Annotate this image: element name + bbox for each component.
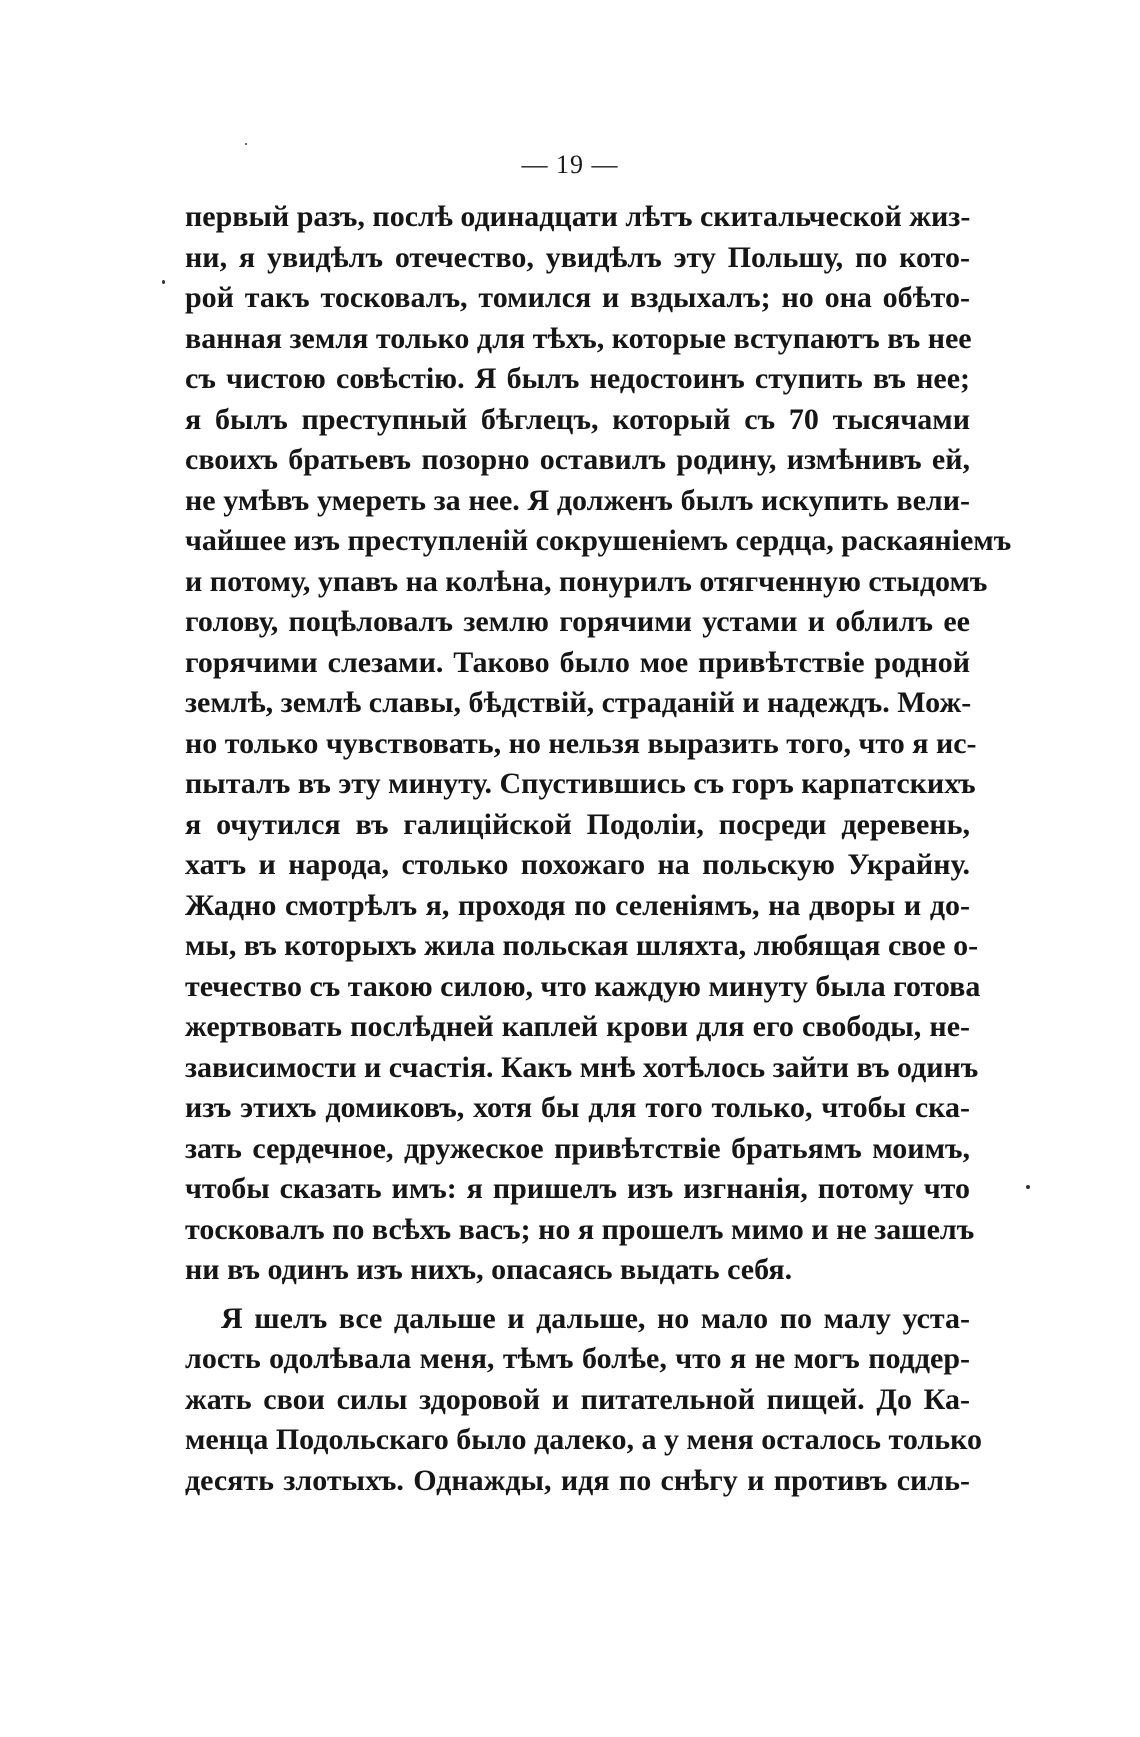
text-line: своихъ братьевъ позорно оставилъ родину, измѣнивъ ей, bbox=[185, 443, 970, 476]
text-line: ванная земля только для тѣхъ, которые вступаютъ въ нее bbox=[185, 321, 972, 355]
text-line: изъ этихъ домиковъ, хотя бы для того только, чтобы ска- bbox=[185, 1091, 970, 1124]
page-number: — 19 — bbox=[521, 150, 619, 179]
text-line: чтобы сказать имъ: я пришелъ изъ изгнанія, потому что bbox=[185, 1172, 970, 1205]
text-line: жать свои силы здоровой и питательной пищей. До Ка- bbox=[185, 1382, 970, 1416]
text-line: Я шелъ все дальше и дальше, но мало по малу уста- bbox=[221, 1301, 970, 1335]
text-line: горячими слезами. Таково было мое привѣтствіе родной bbox=[185, 645, 970, 679]
text-line: мы, въ которыхъ жила польская шляхта, любящая свое о- bbox=[185, 929, 979, 962]
text-line: землѣ, землѣ славы, бѣдствій, страданій и надеждъ. Мож- bbox=[185, 686, 972, 719]
text-line: съ чистою совѣстію. Я былъ недостоинъ ступить въ нее; bbox=[185, 362, 970, 395]
text-line: и потому, упавъ на колѣна, понурилъ отягченную стыдомъ bbox=[185, 564, 988, 598]
text-line: хатъ и народа, столько похожаго на польскую Украйну. bbox=[185, 848, 970, 881]
text-line: зать сердечное, дружеское привѣтствіе братьямъ моимъ, bbox=[185, 1131, 970, 1165]
scan-speck bbox=[245, 143, 247, 145]
text-line: но только чувствовать, но нельзя выразить того, что я ис- bbox=[185, 726, 977, 760]
text-line: течество съ такою силою, что каждую минуту была готова bbox=[185, 969, 981, 1003]
text-line: пыталъ въ эту минуту. Спустившись съ горъ карпатскихъ bbox=[185, 767, 976, 800]
text-line: рой такъ тосковалъ, томился и вздыхалъ; но она обѣто- bbox=[185, 281, 970, 314]
text-line: тосковалъ по всѣхъ васъ; но я прошелъ мимо и не зашелъ bbox=[185, 1212, 975, 1246]
text-line: ни, я увидѣлъ отечество, увидѣлъ эту Польшу, по кото- bbox=[185, 240, 970, 274]
text-line: я былъ преступный бѣглецъ, который съ 70 тысячами bbox=[185, 402, 970, 436]
text-line: я очутился въ галицiйской Подоліи, посреди деревень, bbox=[185, 807, 970, 841]
paragraph-2 bbox=[185, 1299, 983, 1502]
text-line: голову, поцѣловалъ землю горячими устами и облилъ ее bbox=[185, 605, 970, 638]
scan-speck bbox=[162, 280, 165, 284]
paragraph-1 bbox=[185, 197, 1012, 1291]
text-line: менца Подольскаго было далеко, а у меня осталось только bbox=[185, 1423, 983, 1456]
body-text bbox=[185, 197, 1012, 1501]
text-line: зависимости и счастія. Какъ мнѣ хотѣлось зайти въ одинъ bbox=[185, 1050, 979, 1084]
text-line: жертвовать послѣдней каплей крови для его свободы, не- bbox=[185, 1010, 970, 1043]
text-line: первый разъ, послѣ одинадцати лѣтъ скитальческой жиз- bbox=[185, 200, 971, 233]
scan-speck bbox=[1026, 1185, 1030, 1189]
text-line: чайшее изъ преступленій сокрушеніемъ сердца, раскаяніемъ bbox=[185, 524, 1012, 557]
text-line: десять злотыхъ. Однажды, идя по снѣгу и противъ силь- bbox=[185, 1463, 970, 1497]
text-line: лость одолѣвала меня, тѣмъ болѣе, что я не могъ поддер- bbox=[185, 1342, 970, 1375]
text-line: Жадно смотрѣлъ я, проходя по селеніямъ, на дворы и до- bbox=[185, 888, 970, 922]
text-line: не умѣвъ умереть за нее. Я долженъ былъ искупить вели- bbox=[185, 483, 970, 517]
text-line: ни въ одинъ изъ нихъ, опасаясь выдать себя. bbox=[185, 1253, 793, 1286]
